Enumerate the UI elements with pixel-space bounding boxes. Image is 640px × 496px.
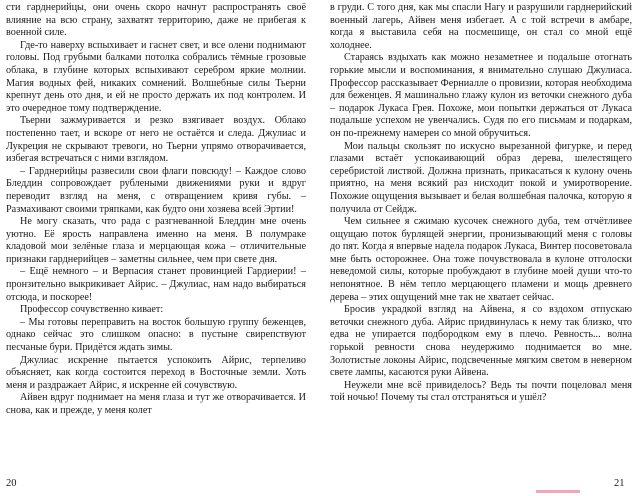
pink-bookmark-mark [536,490,580,493]
book-gutter [318,0,319,496]
paragraph: Стараясь вздыхать как можно незаметнее и подальше отогнать горькие мысли и воспоминания, я внимательно слушаю Джулиаса. Профессор рассказывает Ферниалле о провизии, которая необходима для беженцев. Я машинально глажу кулон из веточки снежного дуба – подарок Лукаса Грея. Похоже, мои попытки держаться от Лукаса подальше успехом не увенчались. Судя по его письмам и подаркам, он по-прежнему намерен со мной обручиться. [330,52,632,139]
right-page [330,2,632,405]
paragraph: – Ещё немного – и Верпасия станет провинцией Гардиерии! – пронзительно выкрикивает Айрис. – Джулиас, нам надо выбираться отсюда, и поскорее! [6,266,306,303]
page-number-left: 20 [6,478,17,489]
paragraph: Не могу сказать, что рада с разгневанной Бледдин мне очень уютно. Её ярость направлена именно на меня. В полумраке кладовой мои зелёные глаза и мерцающая кожа – отличительные признаки гарднерийцев – заметны сильнее, чем при свете дня. [6,216,306,265]
paragraph: Айвен вдруг поднимает на меня глаза и тут же отворачивается. И снова, как и прежде, у меня колет [6,392,306,416]
paragraph: сти гарднерийцы, они очень скоро начнут распространять своё влияние на всю страну, захватят территорию, даже не прибегая к военной силе. [6,2,306,39]
paragraph: Где-то наверху вспыхивает и гаснет свет, и все олени поднимают головы. Под грубыми балками потолка собрались тёмные грозовые облака, в глубине которых вспыхивают серебром яркие молнии. Магия водных фей, никаких сомнений. Волшебные силы Тьерни крепнут день ото дня, и ей не просто держать их под контролем. И это очередное тому подтверждение. [6,39,306,114]
paragraph: Профессор сочувственно кивает: [20,304,164,316]
paragraph: – Мы готовы переправить на восток большую группу беженцев, однако сейчас это слишком опасно: в пустыне свирепствуют песчаные бури. Придётся ждать зимы. [6,316,306,354]
paragraph: Джулиас искренне пытается успокоить Айрис, терпеливо объясняет, как когда состоится переход в Восточные земли. Хоть меня и раздражает Айрис, я искренне ей сочувствую. [6,354,306,391]
paragraph: Бросив украдкой взгляд на Айвена, я со вздохом отпускаю веточки снежного дуба. Айрис придвинулась к нему так близко, что едва не упирается подбородком ему в плечо. Ревность... волна горькой ревности снова неудержимо поднимается во мне. Золотистые локоны Айрис, подсвеченные мягким светом в неверном свете лампы, касаются руки Айвена. [330,304,632,379]
paragraph: Тьерни зажмуривается и резко взягивает воздух. Облако постепенно тает, и вскоре от него не остаётся и следа. Джулиас и Лукреция не скрывают тревоги, но Тьерни упрямо отворачивается, избегая встречаться с ними взглядом. [6,115,306,165]
paragraph: Мои пальцы скользят по искусно вырезанной фигурке, и перед глазами встаёт успокаивающий образ дерева, шелестящего серебристой листвой. Должна признать, прикасаться к кулону очень приятно, на меня всякий раз нисходит покой и умиротворение. Похожие ощущения вызывает и белая волшебная палочка, которую я получила от Сейдж. [330,140,632,215]
paragraph: – Гарднерийцы развесили свои флаги повсюду! – Каждое слово Бледдин сопровождает рублеными движениями руки и вдруг переводит взгляд на меня, с отвращением кривя губы. – Размахивают своими тряпками, как будто они хозяева всей Эртии! [6,165,306,215]
paragraph: Чем сильнее я сжимаю кусочек снежного дуба, тем отчётливее ощущаю поток бурлящей энергии, пронизывающий меня с головы до пят. Когда я впервые надела подарок Лукаса, Винтер посоветовала мне быть осторожнее. Она тоже почувствовала в кулоне отголоски неведомой силы, которые пробуждают в глубине моей души что-то непонятное. В нём тепло мерцающего пламени и мощь древнего дерева – этих ощущений мне так не хватает сейчас. [330,216,632,303]
page-number-right: 21 [614,478,625,489]
paragraph: в груди. С того дня, как мы спасли Нагу и разрушили гарднерийский военный лагерь, Айвен меня избегает. А с той встречи в амбаре, когда я выставила себя на посмешище, он стал со мной ещё холоднее. [330,2,632,51]
paragraph: Неужели мне всё привиделось? Ведь ты почти поцеловал меня той ночью! Почему ты стал отстраняться и ушёл? [330,379,632,404]
left-page [6,2,306,418]
